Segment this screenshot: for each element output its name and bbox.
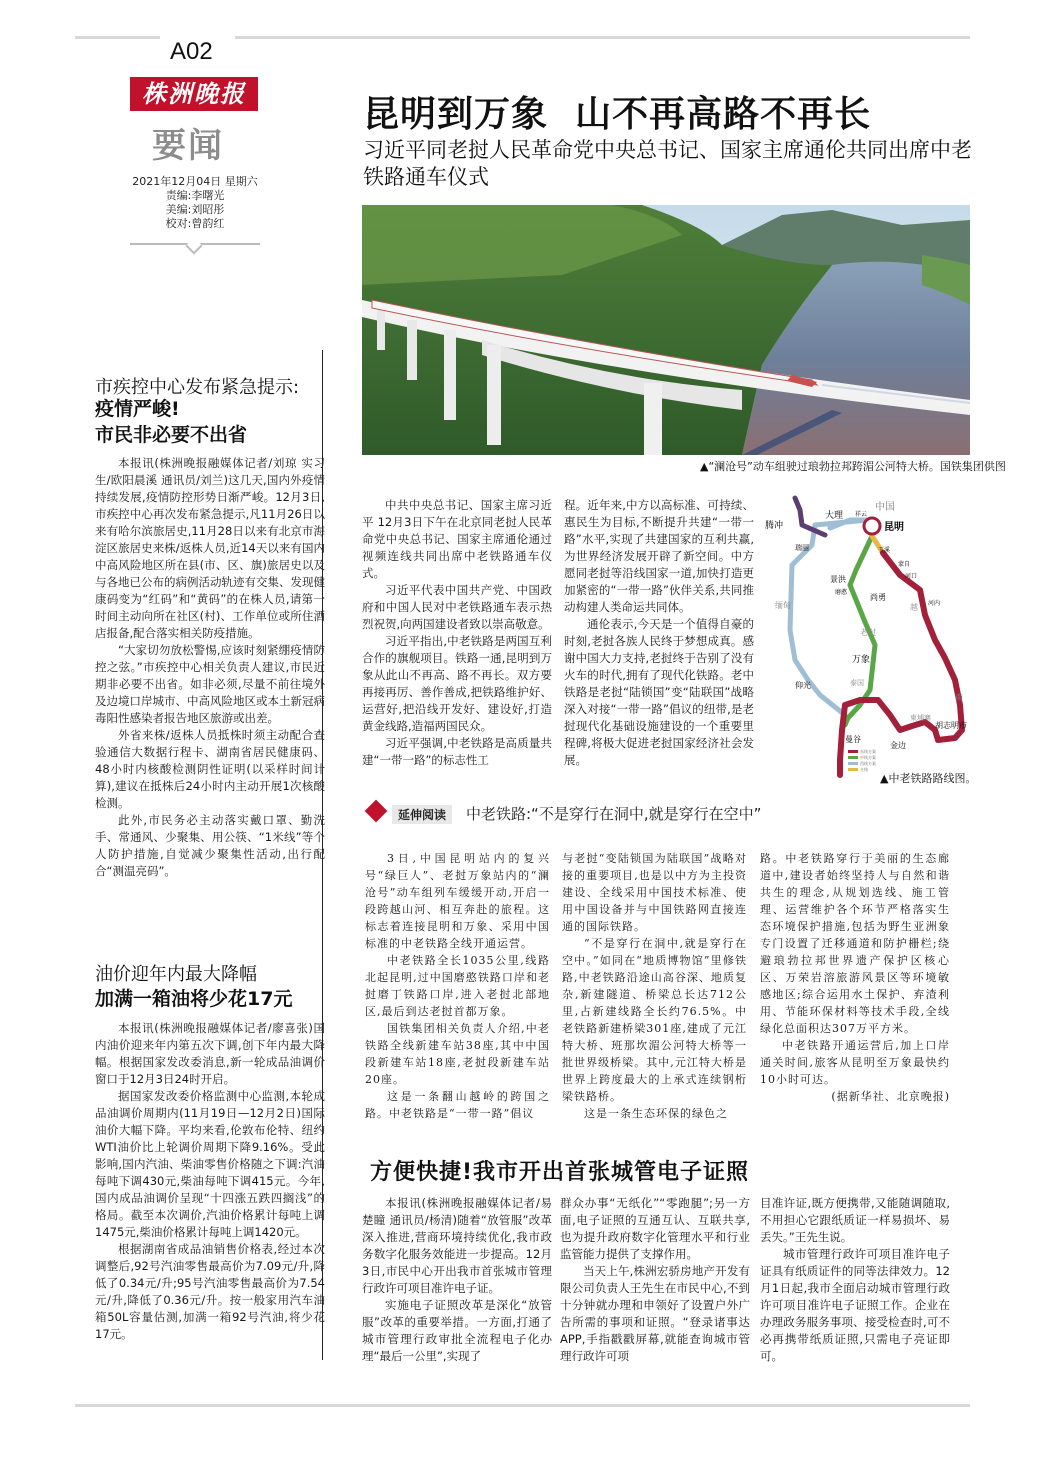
map-label-tengchong: 腾冲	[765, 521, 784, 531]
extended-reading-col3	[760, 850, 950, 1105]
legend-label-branch: 支线	[860, 767, 868, 772]
section-title: 要闻	[152, 126, 224, 166]
diamond-icon	[365, 800, 388, 823]
paragraph: “不是穿行在洞中,就是穿行在空中。”如同在“地质博物馆”里修铁路,中老铁路沿途山高谷深、地质复杂,新建隧道、桥梁总长达712公里,占新建线路全长约76.5%。中老铁路新建桥梁301座,建成了元江特大桥、班那坎湄公河特大桥等一批世界级桥梁。其中,元江特大桥是世界上跨度最大的上承式连续钢桁梁铁路桥。	[562, 937, 747, 1103]
legend-label-central: 中线方案	[860, 755, 876, 760]
proofreader-credit: 校对:曾韵红	[165, 217, 225, 230]
map-label-yuxi: 玉溪	[878, 547, 891, 554]
railway-route-map	[760, 490, 975, 785]
headline-line: 疫情严峻!	[95, 398, 180, 420]
map-legend	[848, 748, 876, 772]
lead-headline: 昆明到万象 山不再高路不再长	[363, 94, 872, 135]
sidebar-story2-body	[95, 1020, 325, 1343]
map-label-yangon: 仰光	[795, 681, 811, 690]
map-label-kunming: 昆明	[884, 522, 904, 533]
edition-meta	[120, 175, 270, 231]
paragraph: 这是一条翻山越岭的跨国之路。中老铁路是“一带一路”倡议	[365, 1090, 550, 1120]
paragraph: 这是一条生态环保的绿色之	[584, 1107, 728, 1120]
designer-credit: 美编:刘昭彤	[165, 203, 225, 216]
route-map	[760, 490, 975, 785]
map-label-dali: 大理	[825, 511, 844, 521]
legend-label-west: 西线方案	[860, 761, 876, 766]
map-label-hcmc: 胡志明市	[935, 721, 967, 730]
sidebar-story1-headline	[95, 396, 247, 448]
map-label-bangkok: 曼谷	[845, 735, 861, 744]
northwest-route-line	[795, 498, 825, 535]
kunming-station-marker	[864, 518, 880, 534]
paragraph: 外省来株/返株人员抵株时须主动配合查验通信大数据行程卡、湖南省居民健康码、48小时内核酸检测阴性证明(以采样时间计算),建议在抵株后24小时内主动开展1次核酸检测。	[95, 728, 325, 810]
extended-reading-col1	[365, 850, 550, 1122]
paragraph: 习近平指出,中老铁路是两国互利合作的旗舰项目。铁路一通,昆明到万象从此山不再高、路不再长。双方要再接再厉、善作善成,把铁路维护好、运营好,把沿线开发好、建设好,打造黄金线路,造福两国民众。	[362, 634, 552, 733]
paragraph: 与老挝“变陆锁国为陆联国”战略对接的重要项目,也是以中方为主投资建设、全线采用中国技术标准、使用中国设备并与中国铁路网直接连通的国际铁路。	[562, 852, 747, 933]
paragraph: 本报讯(株洲晚报融媒体记者/刘琼 实习生/欧阳晨溪 通讯员/刘兰)这几天,国内外疫情持续发展,疫情防控形势日渐严峻。12月3日,市疾控中心再次发布紧急提示,凡11月26日以来有哈尔滨旅居史,11月28日以来有北京市海淀区旅居史来株/返株人员,近14天以来有国内中高风险地区所在县(市、区、旗)旅居史以及与各地已公布的病例活动轨迹有交集、发现健康码变为“红码”和“黄码”的在株人员,请第一时间主动向所在社区(村)、工作单位或所住酒店报备,配合落实相关防疫措施。	[95, 456, 325, 640]
map-label-mengzi: 蒙自	[898, 561, 911, 568]
paragraph: 此外,市民务必主动落实戴口罩、勤洗手、常通风、少聚集、用公筷、“1米线”等个人防护措施,自觉减少聚集性活动,出行配合“测温亮码”。	[95, 813, 325, 878]
paragraph: 据国家发改委价格监测中心监测,本轮成品油调价周期内(11月19日—12月2日)国际油价大幅下降。平均来看,伦敦布伦特、纽约WTI油价比上轮调价周期下降9.16%。受此影响,国内汽油、柴油零售价格随之下调:汽油每吨下调430元,柴油每吨下调415元。今年,国内成品油调价呈现“十四涨五跌四搁浅”的格局。截至本次调价,汽油价格累计每吨上调1475元,柴油价格累计每吨上调1420元。	[95, 1089, 325, 1239]
extended-reading-title: 中老铁路:“不是穿行在洞中,就是穿行在空中”	[466, 805, 762, 823]
sidebar-story2-kicker: 油价迎年内最大降幅	[95, 964, 257, 985]
map-label-phnompenh: 金边	[890, 741, 906, 750]
legend-swatch-branch	[848, 768, 858, 771]
bottom-story-col3	[760, 1195, 950, 1365]
map-label-china: 中国	[875, 502, 895, 513]
paragraph: 中老铁路开通运营后,加上口岸通关时间,旅客从昆明至万象最快约10小时可达。	[760, 1039, 950, 1086]
newspaper-logo: 株洲晚报	[130, 77, 258, 111]
map-label-mohan: 磨憨	[835, 589, 848, 596]
map-label-cambodia: 柬埔寨	[910, 714, 931, 722]
map-label-hekou: 河口	[905, 573, 918, 580]
paragraph: 实施电子证照改革是深化“放管服”改革的重要举措。一方面,打通了城市管理行政审批全流程电子化办理“最后一公里”,实现了	[362, 1298, 552, 1363]
extended-reading-tag	[368, 803, 458, 825]
map-caption: ▲中老铁路路线图。	[880, 772, 977, 785]
map-label-hanoi: 河内	[928, 600, 941, 607]
paragraph: 习近平强调,中老铁路是高质量共建“一带一路”的标志性工	[362, 736, 552, 767]
paragraph: 当天上午,株洲宏骄房地产开发有限公司负责人王先生在市民中心,不到十分钟就办理和申领好了设置户外广告所需的事项和证照。“登录诸事达APP,手指戳戳屏幕,就能查询城市管理行政许可项	[560, 1264, 750, 1363]
editor-credit: 责编:李曙光	[165, 189, 225, 202]
paragraph: 3日,中国昆明站内的复兴号“绿巨人”、老挝万象站内的“澜沧号”动车组列车缓缓开动,开启一段跨越山河、相互奔赴的旅程。这标志着连接昆明和万象、采用中国标准的中老铁路全线开通运营。	[365, 852, 550, 950]
lead-subhead: 习近平同老挝人民革命党中央总书记、国家主席通伦共同出席中老铁路通车仪式	[363, 138, 972, 189]
paragraph: 路。中老铁路穿行于美丽的生态廊道中,建设者始终坚持人与自然和谐共生的理念,从规划选线、施工管理、运营维护各个环节严格落实生态环境保护措施,包括为野生亚洲象专门设置了迁移通道和防护栅栏;绕避琅勃拉邦世界遗产保护区核心区、万荣岩溶旅游风景区等环境敏感地区;综合运用水土保护、弃渣利用、节能环保材料等技术手段,全线绿化总面积达307万平方米。	[760, 852, 950, 1035]
lead-story-col1	[362, 497, 552, 769]
paragraph: 群众办事“无纸化”“零跑腿”;另一方面,电子证照的互通互认、互联共享,也为提升政府数字化管理水平和行业监管能力提供了支撑作用。	[560, 1196, 750, 1261]
photo-caption: ▲“澜沧号”动车组驶过琅勃拉邦跨湄公河特大桥。国铁集团供图	[700, 460, 1006, 473]
bottom-story-col2	[560, 1195, 750, 1365]
train-bridge-photo	[362, 205, 970, 455]
paragraph: 城市管理行政许可项目准许电子证具有纸质证件的同等法律效力。12月1日起,我市全面启动城市管理行政许可项目准许电子证照工作。企业在办理政务服务事项、接受检查时,可不必再携带纸质证照,只需电子亮证即可。	[760, 1247, 950, 1363]
sidebar-story1-kicker: 市疾控中心发布紧急提示:	[95, 377, 300, 398]
page-number: A02	[170, 38, 213, 65]
paragraph: 本报讯(株洲晚报融媒体记者/廖喜张)国内油价迎来年内第五次下调,创下年内最大降幅。根据国家发改委消息,新一轮成品油调价窗口于12月3日24时开启。	[95, 1021, 325, 1086]
map-label-vietnam: 越	[910, 603, 918, 612]
paragraph: 习近平代表中国共产党、中国政府和中国人民对中老铁路通车表示热烈祝贺,向两国建设者致以崇高敬意。	[362, 583, 552, 631]
headline-line: 市民非必要不出省	[95, 424, 248, 446]
paragraph: 目准许证,既方便携带,又能随调随取,不用担心它跟纸质证一样易损坏、易丢失。”王先生说。	[760, 1196, 950, 1244]
legend-swatch-east	[848, 750, 858, 753]
extended-reading-col2	[562, 850, 747, 1122]
paragraph: 中老铁路全长1035公里,线路北起昆明,过中国磨憨铁路口岸和老挝磨丁铁路口岸,进入老挝北部地区,最后到达老挝首都万象。	[365, 954, 550, 1018]
map-label-shangyong: 尚勇	[870, 593, 886, 602]
map-label-thailand: 泰国	[850, 679, 864, 687]
paragraph: “大家切勿放松警惕,应该时刻紧绷疫情防控之弦。”市疾控中心相关负责人建议,市民近期非必要不出省。如非必须,尽量不前往境外及边境口岸城市、中高风险地区或本土新冠病毒阳性感染者报告地区旅游或出差。	[95, 643, 325, 725]
paragraph: 中共中央总书记、国家主席习近平 12月3日下午在北京同老挝人民革命党中央总书记、国家主席通伦通过视频连线共同出席中老铁路通车仪式。	[362, 498, 552, 580]
chevron-down-icon	[186, 238, 203, 255]
map-label-laos: 老挝	[860, 628, 876, 637]
extended-reading-label: 延伸阅读	[392, 805, 452, 824]
lead-story-col2	[564, 497, 754, 769]
map-label-vietnam-south: 南	[955, 693, 963, 702]
paragraph: 国铁集团相关负责人介绍,中老铁路全线新建车站38座,其中中国段新建车站18座,老挝段新建车站20座。	[365, 1022, 550, 1086]
top-rule-left	[75, 36, 160, 39]
legend-swatch-west	[848, 762, 858, 765]
map-label-xiangyun: 祥云	[855, 511, 868, 518]
map-label-vientiane: 万象	[852, 655, 871, 665]
top-rule-right	[235, 36, 970, 39]
map-label-myanmar: 缅甸	[775, 601, 791, 610]
sidebar-story1-body	[95, 455, 325, 880]
lead-photo	[362, 205, 970, 455]
legend-swatch-central	[848, 756, 858, 759]
map-label-jinghong: 景洪	[830, 575, 846, 584]
bottom-story-headline: 方便快捷!我市开出首张城管电子证照	[370, 1160, 750, 1185]
paragraph: 本报讯(株洲晚报融媒体记者/易楚瞳 通讯员/杨清)随着“放管服”改革深入推进,营商环境持续优化,我市政务数字化服务效能进一步提高。12月3日,市民中心开出我市首张城市管理行政许可项目准许电子证。	[362, 1196, 552, 1295]
paragraph: 通伦表示,今天是一个值得自豪的时刻,老挝各族人民终于梦想成真。感谢中国大力支持,老挝终于告别了没有火车的时代,拥有了现代化铁路。老中铁路是老挝“陆锁国”变“陆联国”战略深入对接“一带一路”倡议的纽带,是老挝现代化基础设施建设的一个重要里程碑,将极大促进老挝国家经济社会发展。	[564, 617, 754, 767]
map-label-ruili: 瑞丽	[795, 544, 809, 552]
sidebar-story2-headline: 加满一箱油将少花17元	[95, 988, 293, 1010]
legend-label-east: 东线方案	[860, 749, 876, 754]
paragraph: 根据湖南省成品油销售价格表,经过本次调整后,92号汽油零售最高价为7.09元/升,降低了0.34元/升;95号汽油零售最高价为7.54元/升,降低了0.36元/升。按一般家用汽车油箱50L容量估测,加满一箱92号汽油,将少花17元。	[95, 1242, 325, 1341]
source-credit: (据新华社、北京晚报)	[831, 1090, 950, 1103]
issue-date: 2021年12月04日 星期六	[132, 175, 258, 188]
paragraph: 程。近年来,中方以高标准、可持续、惠民生为目标,不断提升共建“一带一路”水平,实现了共建国家的互利共赢,为世界经济发展开辟了新空间。中方愿同老挝等沿线国家一道,加快打造更加紧密的“一带一路”伙伴关系,共同推动构建人类命运共同体。	[564, 498, 754, 614]
bottom-story-col1	[362, 1195, 552, 1365]
bottom-rule	[75, 1404, 970, 1407]
